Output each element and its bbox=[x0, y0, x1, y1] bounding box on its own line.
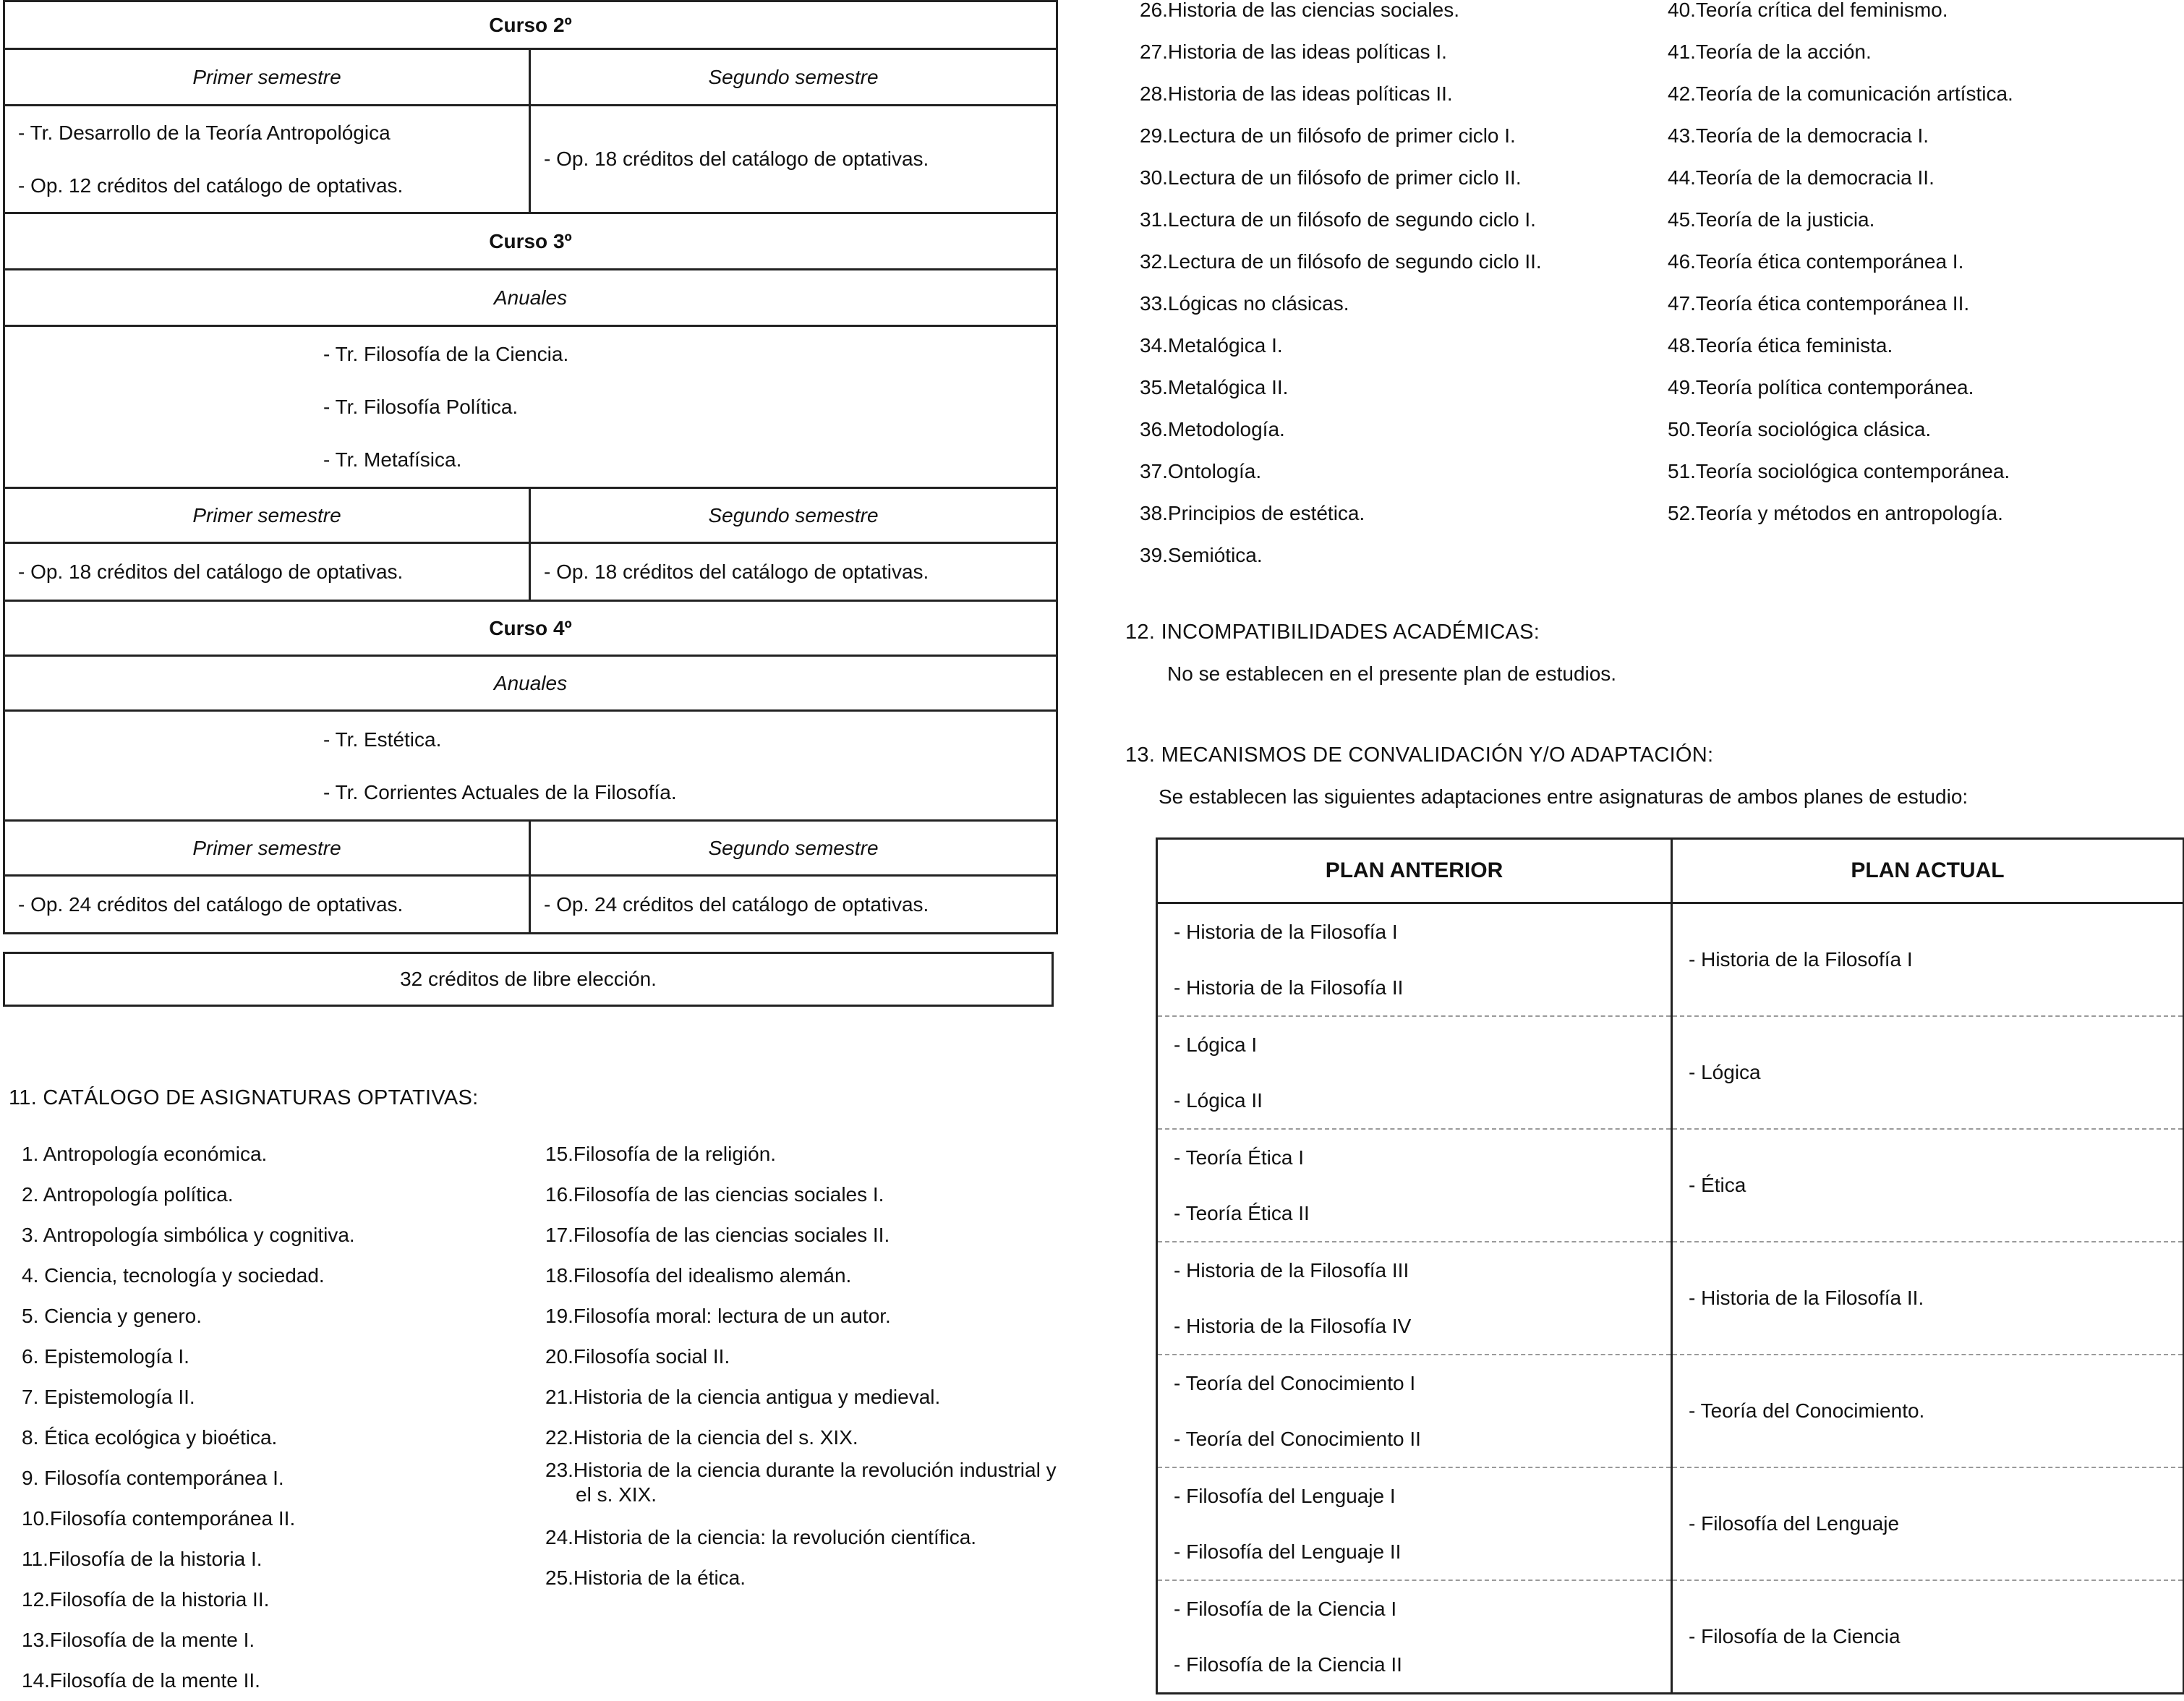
adapt-prev-item: - Historia de la Filosofía II bbox=[1174, 976, 1404, 999]
course-item: - Tr. Metafísica. bbox=[323, 448, 462, 471]
list-item: 39.Semiótica. bbox=[1140, 544, 1263, 566]
list-item: 32.Lectura de un filósofo de segundo ciclo II. bbox=[1140, 250, 1542, 273]
adaptation-table bbox=[1156, 837, 2184, 1694]
adapt-curr-cell: - Teoría del Conocimiento. bbox=[1672, 1355, 2184, 1467]
list-item: 49.Teoría política contemporánea. bbox=[1668, 376, 1974, 398]
adapt-prev-item: - Teoría del Conocimiento I bbox=[1174, 1372, 1416, 1394]
course-item: - Tr. Estética. bbox=[323, 728, 442, 751]
list-item: 16.Filosofía de las ciencias sociales I. bbox=[545, 1183, 884, 1206]
list-item: 8. Ética ecológica y bioética. bbox=[22, 1426, 278, 1449]
curso2-sem2-header: Segundo semestre bbox=[530, 49, 1057, 106]
adapt-prev-item: - Historia de la Filosofía I bbox=[1174, 921, 1398, 943]
curso2-title: Curso 2º bbox=[4, 1, 1057, 49]
list-item: 27.Historia de las ideas políticas I. bbox=[1140, 40, 1447, 63]
course-item: - Tr. Desarrollo de la Teoría Antropológica bbox=[18, 122, 391, 144]
list-item: 4. Ciencia, tecnología y sociedad. bbox=[22, 1264, 325, 1287]
list-item: 38.Principios de estética. bbox=[1140, 502, 1365, 524]
list-item: 23.Historia de la ciencia durante la revolución industrial y el s. XIX. bbox=[545, 1459, 1057, 1506]
curso3-sem2-header: Segundo semestre bbox=[530, 488, 1057, 543]
course-plan-table bbox=[3, 0, 1058, 934]
list-item: 17.Filosofía de las ciencias sociales II. bbox=[545, 1224, 890, 1246]
list-item: 51.Teoría sociológica contemporánea. bbox=[1668, 460, 2010, 482]
list-item: 12.Filosofía de la historia II. bbox=[22, 1588, 270, 1611]
list-item: 5. Ciencia y genero. bbox=[22, 1305, 202, 1327]
optativas-list-col4 bbox=[1668, 0, 2174, 535]
adapt-col-header-prev: PLAN ANTERIOR bbox=[1157, 839, 1672, 903]
adapt-col-header-curr: PLAN ACTUAL bbox=[1672, 839, 2184, 903]
curso4-sem1-header: Primer semestre bbox=[4, 821, 530, 876]
course-item: - Tr. Filosofía de la Ciencia. bbox=[323, 343, 569, 365]
curso4-sem2-header: Segundo semestre bbox=[530, 821, 1057, 876]
list-item: 43.Teoría de la democracia I. bbox=[1668, 124, 1929, 147]
list-item: 34.Metalógica I. bbox=[1140, 334, 1283, 357]
curso3-sem1-cell: - Op. 18 créditos del catálogo de optativas. bbox=[4, 543, 530, 601]
adapt-prev-item: - Filosofía del Lenguaje I bbox=[1174, 1485, 1396, 1507]
adapt-prev-item: - Historia de la Filosofía III bbox=[1174, 1259, 1409, 1282]
adapt-prev-cell bbox=[1157, 1355, 1672, 1467]
list-item: 36.Metodología. bbox=[1140, 418, 1285, 440]
optativas-list-col1 bbox=[22, 1134, 528, 1701]
list-item: 1. Antropología económica. bbox=[22, 1143, 268, 1165]
adapt-prev-item: - Filosofía de la Ciencia II bbox=[1174, 1653, 1402, 1676]
section11-heading: 11. CATÁLOGO DE ASIGNATURAS OPTATIVAS: bbox=[9, 1086, 479, 1109]
curso4-sem2-cell: - Op. 24 créditos del catálogo de optativas. bbox=[530, 876, 1057, 934]
curso2-sem1-cell bbox=[4, 106, 530, 213]
list-item: 14.Filosofía de la mente II. bbox=[22, 1669, 260, 1692]
adapt-prev-cell bbox=[1157, 903, 1672, 1017]
adapt-prev-item: - Teoría Ética II bbox=[1174, 1202, 1310, 1224]
adapt-prev-item: - Lógica II bbox=[1174, 1089, 1263, 1112]
list-item: 28.Historia de las ideas políticas II. bbox=[1140, 82, 1453, 105]
curso3-title: Curso 3º bbox=[4, 213, 1057, 270]
list-item: 6. Epistemología I. bbox=[22, 1345, 189, 1368]
course-item: - Tr. Corrientes Actuales de la Filosofía. bbox=[323, 780, 677, 803]
adapt-prev-item: - Filosofía del Lenguaje II bbox=[1174, 1540, 1402, 1563]
optativas-list-col3 bbox=[1140, 0, 1660, 577]
list-item: 26.Historia de las ciencias sociales. bbox=[1140, 0, 1459, 21]
adapt-curr-cell: - Ética bbox=[1672, 1129, 2184, 1242]
curso3-anuales-cell bbox=[4, 326, 1057, 488]
curso3-sem1-header: Primer semestre bbox=[4, 488, 530, 543]
list-item: 45.Teoría de la justicia. bbox=[1668, 208, 1875, 231]
section13-text: Se establecen las siguientes adaptaciones entre asignaturas de ambos planes de estudio: bbox=[1159, 785, 1968, 808]
adapt-prev-cell bbox=[1157, 1467, 1672, 1580]
curso3-anuales-header: Anuales bbox=[4, 270, 1057, 326]
list-item: 7. Epistemología II. bbox=[22, 1386, 195, 1408]
curso2-sem2-cell: - Op. 18 créditos del catálogo de optativas. bbox=[530, 106, 1057, 213]
adapt-curr-cell: - Filosofía del Lenguaje bbox=[1672, 1467, 2184, 1580]
course-item: - Op. 12 créditos del catálogo de optativas. bbox=[18, 174, 404, 197]
list-item: 9. Filosofía contemporánea I. bbox=[22, 1467, 284, 1489]
curso2-sem1-header: Primer semestre bbox=[4, 49, 530, 106]
list-item: 33.Lógicas no clásicas. bbox=[1140, 292, 1349, 315]
curso4-sem1-cell: - Op. 24 créditos del catálogo de optativas. bbox=[4, 876, 530, 934]
curso4-title: Curso 4º bbox=[4, 601, 1057, 656]
section12-text: No se establecen en el presente plan de estudios. bbox=[1167, 662, 1617, 685]
adapt-curr-cell: - Filosofía de la Ciencia bbox=[1672, 1580, 2184, 1694]
adapt-prev-cell bbox=[1157, 1242, 1672, 1355]
section13-heading: 13. MECANISMOS DE CONVALIDACIÓN Y/O ADAPTACIÓN: bbox=[1125, 743, 1714, 767]
list-item: 42.Teoría de la comunicación artística. bbox=[1668, 82, 2013, 105]
adapt-curr-cell: - Historia de la Filosofía II. bbox=[1672, 1242, 2184, 1355]
adapt-prev-item: - Historia de la Filosofía IV bbox=[1174, 1315, 1412, 1337]
optativas-list-col2 bbox=[545, 1134, 1066, 1598]
list-item: 3. Antropología simbólica y cognitiva. bbox=[22, 1224, 355, 1246]
list-item: 24.Historia de la ciencia: la revolución científica. bbox=[545, 1526, 977, 1548]
adapt-prev-cell bbox=[1157, 1129, 1672, 1242]
section12-heading: 12. INCOMPATIBILIDADES ACADÉMICAS: bbox=[1125, 621, 1540, 644]
list-item: 25.Historia de la ética. bbox=[545, 1566, 746, 1589]
adapt-prev-cell bbox=[1157, 1580, 1672, 1694]
list-item: 31.Lectura de un filósofo de segundo ciclo I. bbox=[1140, 208, 1536, 231]
list-item: 35.Metalógica II. bbox=[1140, 376, 1289, 398]
list-item: 11.Filosofía de la historia I. bbox=[22, 1548, 263, 1570]
list-item: 40.Teoría crítica del feminismo. bbox=[1668, 0, 1948, 21]
adapt-prev-item: - Teoría Ética I bbox=[1174, 1146, 1305, 1169]
curso4-anuales-cell bbox=[4, 711, 1057, 821]
list-item: 46.Teoría ética contemporánea I. bbox=[1668, 250, 1964, 273]
list-item: 2. Antropología política. bbox=[22, 1183, 234, 1206]
adapt-prev-cell bbox=[1157, 1016, 1672, 1129]
list-item: 47.Teoría ética contemporánea II. bbox=[1668, 292, 1970, 315]
list-item: 19.Filosofía moral: lectura de un autor. bbox=[545, 1305, 891, 1327]
list-item: 22.Historia de la ciencia del s. XIX. bbox=[545, 1426, 858, 1449]
list-item: 44.Teoría de la democracia II. bbox=[1668, 166, 1935, 189]
course-item: - Tr. Filosofía Política. bbox=[323, 396, 519, 418]
libre-eleccion-box: 32 créditos de libre elección. bbox=[3, 952, 1054, 1007]
list-item: 21.Historia de la ciencia antigua y medieval. bbox=[545, 1386, 941, 1408]
list-item: 18.Filosofía del idealismo alemán. bbox=[545, 1264, 852, 1287]
list-item: 50.Teoría sociológica clásica. bbox=[1668, 418, 1932, 440]
curso3-sem2-cell: - Op. 18 créditos del catálogo de optativas. bbox=[530, 543, 1057, 601]
adapt-prev-item: - Filosofía de la Ciencia I bbox=[1174, 1598, 1397, 1620]
adapt-prev-item: - Lógica I bbox=[1174, 1033, 1258, 1056]
list-item: 52.Teoría y métodos en antropología. bbox=[1668, 502, 2003, 524]
list-item: 41.Teoría de la acción. bbox=[1668, 40, 1872, 63]
list-item: 37.Ontología. bbox=[1140, 460, 1262, 482]
adapt-curr-cell: - Lógica bbox=[1672, 1016, 2184, 1129]
list-item: 48.Teoría ética feminista. bbox=[1668, 334, 1893, 357]
list-item: 15.Filosofía de la religión. bbox=[545, 1143, 777, 1165]
list-item: 13.Filosofía de la mente I. bbox=[22, 1629, 255, 1651]
list-item: 29.Lectura de un filósofo de primer ciclo I. bbox=[1140, 124, 1516, 147]
adapt-curr-cell: - Historia de la Filosofía I bbox=[1672, 903, 2184, 1017]
list-item: 10.Filosofía contemporánea II. bbox=[22, 1507, 296, 1530]
adapt-prev-item: - Teoría del Conocimiento II bbox=[1174, 1428, 1421, 1450]
list-item: 20.Filosofía social II. bbox=[545, 1345, 730, 1368]
list-item: 30.Lectura de un filósofo de primer ciclo II. bbox=[1140, 166, 1522, 189]
curso4-anuales-header: Anuales bbox=[4, 656, 1057, 711]
